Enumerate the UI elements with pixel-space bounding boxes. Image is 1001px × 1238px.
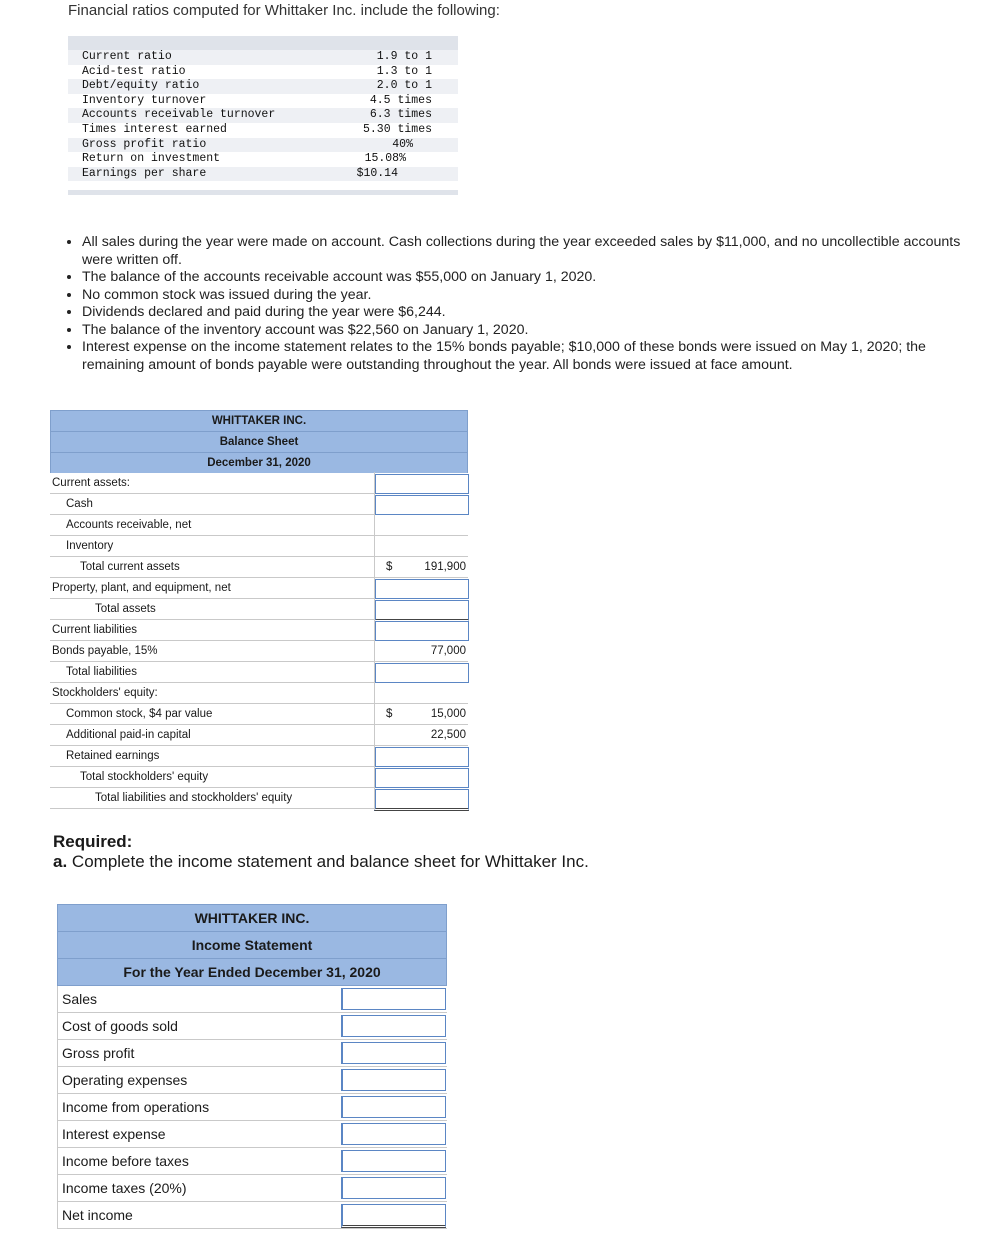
ratio-value: 40% <box>392 137 413 151</box>
row-label: Gross profit <box>62 1045 135 1061</box>
total-liabilities-input[interactable] <box>374 663 469 683</box>
ratio-value: 4.5 times <box>369 93 432 107</box>
row-label: Retained earnings <box>66 750 160 762</box>
ratio-value: 1.3 to 1 <box>376 64 432 78</box>
row-label: Net income <box>62 1207 133 1223</box>
ratio-row <box>68 138 458 153</box>
row-label: Total stockholders' equity <box>80 771 209 783</box>
table-row <box>50 620 468 641</box>
row-label: Total current assets <box>80 561 180 573</box>
table-row <box>57 1148 447 1175</box>
total-assets-input[interactable] <box>374 600 469 622</box>
ppe-input[interactable] <box>374 579 469 599</box>
ratio-value: 1.9 to 1 <box>376 50 432 63</box>
table-row <box>57 1067 447 1094</box>
sales-input[interactable] <box>341 988 446 1010</box>
row-label: Total assets <box>95 603 156 615</box>
required-heading: Required: <box>53 832 133 851</box>
ratios-top-bar <box>68 36 458 50</box>
required-part: a. <box>53 852 68 871</box>
bonds-payable-value: 77,000 <box>430 645 466 657</box>
ratio-label: Accounts receivable turnover <box>82 108 276 122</box>
ratio-label: Inventory turnover <box>82 93 207 107</box>
row-label: Bonds payable, 15% <box>52 645 158 657</box>
list-item: • The balance of the accounts receivable account was $55,000 on January 1, 2020. <box>82 269 982 287</box>
cash-input[interactable] <box>374 495 469 515</box>
ratio-value: 15.08% <box>364 152 406 166</box>
apic-value: 22,500 <box>430 729 466 741</box>
ratio-value: 2.0 to 1 <box>376 79 432 93</box>
income-statement-period: For the Year Ended December 31, 2020 <box>57 958 447 986</box>
dollar-sign: $ <box>386 561 393 573</box>
row-label: Property, plant, and equipment, net <box>52 582 231 594</box>
table-row <box>50 557 468 578</box>
table-row <box>57 1202 447 1229</box>
balance-sheet-title: WHITTAKER INC. <box>50 410 468 431</box>
table-row <box>50 767 468 788</box>
ratio-row <box>68 152 458 167</box>
table-row <box>57 1013 447 1040</box>
ratio-row <box>68 79 458 94</box>
income-statement-subtitle: Income Statement <box>57 931 447 958</box>
column-divider <box>374 472 375 810</box>
common-stock-value: 15,000 <box>430 708 466 720</box>
row-label: Cash <box>66 498 93 510</box>
income-before-taxes-input[interactable] <box>341 1150 446 1172</box>
cogs-input[interactable] <box>341 1015 446 1037</box>
row-label: Current assets: <box>52 477 130 489</box>
row-label: Inventory <box>66 540 114 552</box>
list-item: • Dividends declared and paid during the year were $6,244. <box>82 304 982 322</box>
list-item: • No common stock was issued during the year. <box>82 287 982 305</box>
ratio-label: Times interest earned <box>82 123 227 136</box>
ratio-row <box>68 123 458 138</box>
table-row <box>50 788 468 809</box>
required-text: Complete the income statement and balance sheet for Whittaker Inc. <box>71 852 589 871</box>
row-label: Interest expense <box>62 1126 166 1142</box>
row-label: Operating expenses <box>62 1072 188 1088</box>
row-label: Cost of goods sold <box>62 1018 178 1034</box>
income-taxes-input[interactable] <box>341 1177 446 1199</box>
ratio-row <box>68 167 458 182</box>
row-label: Current liabilities <box>52 624 138 636</box>
facts-list <box>62 234 982 374</box>
balance-sheet-subtitle: Balance Sheet <box>50 431 468 452</box>
table-row <box>57 1175 447 1202</box>
income-from-operations-input[interactable] <box>341 1096 446 1118</box>
table-row <box>50 683 468 704</box>
total-current-assets-value: 191,900 <box>424 561 466 573</box>
row-label: Common stock, $4 par value <box>66 708 213 720</box>
table-row <box>50 473 468 494</box>
row-label: Income from operations <box>62 1099 210 1115</box>
row-label: Total liabilities <box>66 666 137 678</box>
table-row <box>50 746 468 767</box>
ratio-label: Earnings per share <box>82 166 207 180</box>
required-section <box>53 832 589 872</box>
table-row <box>50 578 468 599</box>
ratio-label: Debt/equity ratio <box>82 79 200 93</box>
table-row <box>50 494 468 515</box>
row-label: Income taxes (20%) <box>62 1180 187 1196</box>
row-label: Total liabilities and stockholders' equity <box>95 792 293 804</box>
row-label: Additional paid-in capital <box>66 729 191 741</box>
table-row <box>50 536 468 557</box>
balance-sheet <box>50 410 468 809</box>
table-row <box>50 515 468 536</box>
table-row <box>50 599 468 620</box>
income-statement <box>57 904 447 1229</box>
ratio-label: Return on investment <box>82 152 221 166</box>
table-row <box>57 1040 447 1067</box>
total-liabilities-equity-input[interactable] <box>374 789 469 811</box>
table-row <box>50 725 468 746</box>
ratio-label: Current ratio <box>82 50 172 63</box>
current-liabilities-input[interactable] <box>374 621 469 641</box>
gross-profit-input[interactable] <box>341 1042 446 1064</box>
table-row <box>50 704 468 725</box>
row-label: Accounts receivable, net <box>66 519 192 531</box>
net-income-input[interactable] <box>341 1204 446 1228</box>
ratio-label: Acid-test ratio <box>82 64 186 78</box>
total-equity-input[interactable] <box>374 768 469 788</box>
ratio-row <box>68 94 458 109</box>
row-label: Income before taxes <box>62 1153 189 1169</box>
table-row <box>57 986 447 1013</box>
ratio-label: Gross profit ratio <box>82 137 207 151</box>
interest-expense-input[interactable] <box>341 1123 446 1145</box>
ratio-value: 5.30 times <box>362 123 432 136</box>
table-row <box>50 662 468 683</box>
ratio-value: $10.14 <box>356 166 398 180</box>
row-label: Sales <box>62 991 98 1007</box>
ratio-row <box>68 65 458 80</box>
ratio-value: 6.3 times <box>369 108 432 122</box>
income-statement-title: WHITTAKER INC. <box>57 904 447 931</box>
current-assets-input[interactable] <box>374 474 469 494</box>
ratios-bottom-bar <box>68 190 458 195</box>
table-row <box>50 641 468 662</box>
list-item: • All sales during the year were made on account. Cash collections during the year exceeded sales by $11,000, and no uncollectible accounts were written off. <box>82 234 982 269</box>
operating-expenses-input[interactable] <box>341 1069 446 1091</box>
ratio-row <box>68 108 458 123</box>
table-row <box>57 1094 447 1121</box>
ratio-row <box>68 50 458 65</box>
list-item: • Interest expense on the income statement relates to the 15% bonds payable; $10,000 of these bonds were issued on May 1, 2020; the remaining amount of bonds payable were outstanding throughout the year. All bonds were issued at face amount. <box>82 339 982 374</box>
table-row <box>57 1121 447 1148</box>
list-item: • The balance of the inventory account was $22,560 on January 1, 2020. <box>82 322 982 340</box>
row-label: Stockholders' equity: <box>52 687 158 699</box>
balance-sheet-date: December 31, 2020 <box>50 452 468 473</box>
intro-text: Financial ratios computed for Whittaker Inc. include the following: <box>68 2 500 19</box>
dollar-sign: $ <box>386 708 393 720</box>
ratios-table <box>68 36 458 196</box>
retained-earnings-input[interactable] <box>374 747 469 767</box>
